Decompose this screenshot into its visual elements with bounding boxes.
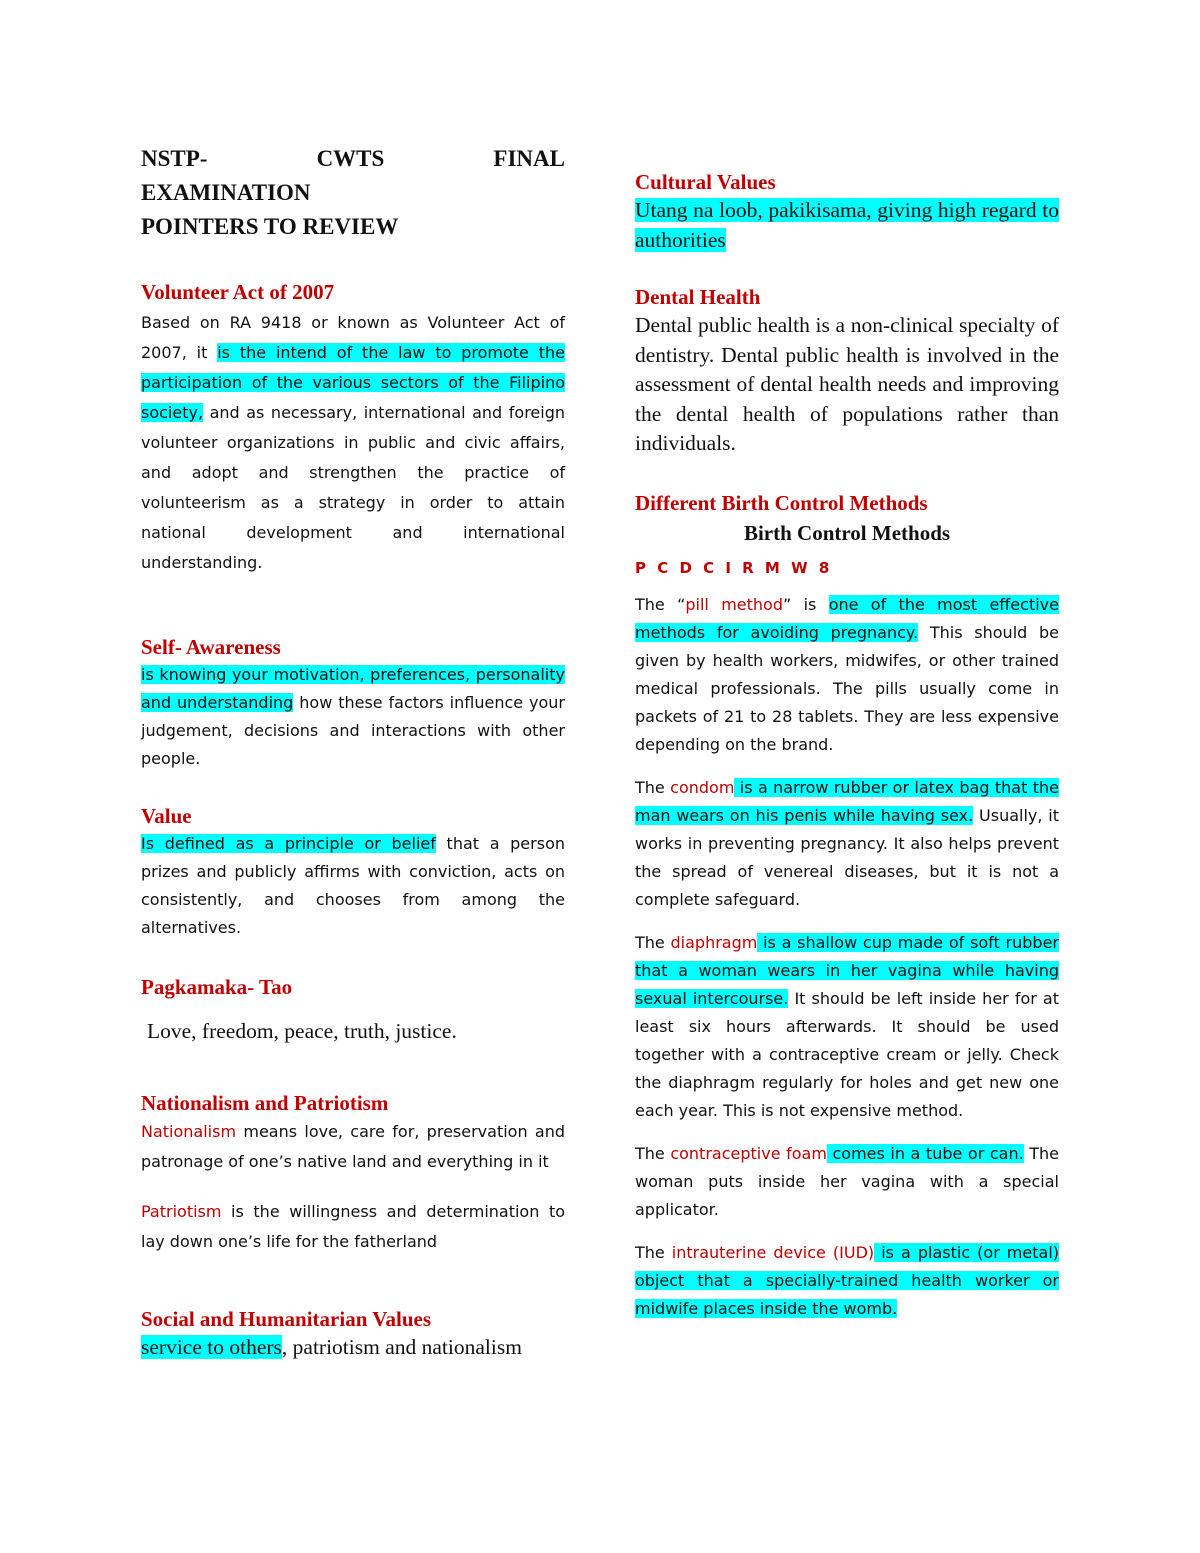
term-nationalism: Nationalism [141, 1121, 237, 1141]
term-pill-method: pill method [685, 594, 783, 614]
heading-cultural-values: Cultural Values [635, 170, 776, 194]
self-awareness-text: is knowing your motivation, preferences, personality and understanding how these factors influence your judgement, decisions and interactions with other people. [141, 665, 566, 768]
highlight-text: service to others [141, 1334, 282, 1359]
term-diaphragm: diaphragm [670, 932, 758, 952]
highlight-text: is knowing your motivation, preferences, personality and understanding [141, 665, 565, 712]
heading-pagkamaka-tao: Pagkamaka- Tao [141, 975, 293, 999]
social-humanitarian-text: service to others, patriotism and nationalism [141, 1334, 522, 1359]
highlight-text: is a plastic (or metal) object that a specially-trained health worker or midwife places inside the womb. [635, 1242, 1060, 1318]
title-line-pointers: POINTERS TO REVIEW [141, 214, 399, 239]
heading-birth-control: Different Birth Control Methods [635, 490, 928, 515]
term-iud: intrauterine device (IUD) [671, 1242, 875, 1262]
patriotism-text: Patriotism is the willingness and determination to lay down one’s life for the fatherland [141, 1201, 565, 1251]
pill-method-text: The “pill method” is one of the most effective methods for avoiding pregnancy. This should be given by health workers, midwifes, or other trained medical professionals. The pills usually come in packets of 21 to 28 tablets. They are less expensive depending on the brand. [635, 594, 1059, 754]
volunteer-act-text: Based on RA 9418 or known as Volunteer Act of 2007, it is the intend of the law to promote the participation of the various sectors of the Filipino society, and as necessary, international and foreign volunteer organizations in public and civic affairs, and adopt and strengthen the practice of volunteerism as a strategy in order to attain national development and international understanding. [141, 313, 565, 572]
term-contraceptive-foam: contraceptive foam [670, 1143, 827, 1163]
heading-volunteer-act: Volunteer Act of 2007 [141, 280, 335, 304]
highlight-text: comes in a tube or can. [826, 1143, 1024, 1163]
section-cultural-values [635, 168, 1059, 255]
title-word-cwts: CWTS [316, 146, 385, 171]
section-pagkamaka-tao [141, 973, 565, 1047]
heading-nationalism-patriotism: Nationalism and Patriotism [141, 1090, 389, 1115]
highlight-text: is a narrow rubber or latex bag that the man wears on his penis while having sex. [635, 777, 1059, 825]
birth-control-code: P C D C I R M W 8 [635, 558, 833, 577]
document-title [141, 142, 565, 244]
highlight-text: is the intend of the law to promote the participation of the various sectors of the Filipino society, [141, 343, 565, 422]
heading-dental-health: Dental Health [635, 285, 761, 309]
title-word-nstp: NSTP- [141, 146, 208, 171]
left-column [141, 142, 565, 1362]
cultural-values-text [635, 196, 1059, 255]
iud-text: The intrauterine device (IUD) is a plastic (or metal) object that a specially-trained health worker or midwife places inside the womb. [635, 1242, 1060, 1318]
heading-self-awareness: Self- Awareness [141, 635, 281, 659]
highlight-text: one of the most effective methods for avoiding pregnancy. [635, 594, 1059, 642]
condom-text: The condom is a narrow rubber or latex bag that the man wears on his penis while having sex. Usually, it works in preventing pregnancy. It also helps prevent the spread of venereal diseases, but it is not a complete safeguard. [635, 777, 1060, 909]
highlight-text: is a shallow cup made of soft rubber that a woman wears in her vagina while having sexual intercourse. [635, 932, 1059, 1008]
section-self-awareness [141, 633, 565, 773]
dental-health-text: Dental public health is a non-clinical specialty of dentistry. Dental public health is involved in the assessment of dental health needs and improving the dental health of populations rather than individuals. [635, 313, 1059, 455]
title-line-examination: EXAMINATION [141, 180, 311, 205]
contraceptive-foam-text: The contraceptive foam comes in a tube or can. The woman puts inside her vagina with a special applicator. [635, 1143, 1060, 1219]
highlight-text: Is defined as a principle or belief [141, 834, 436, 853]
section-dental-health [635, 283, 1059, 459]
value-text: Is defined as a principle or belief that a person prizes and publicly affirms with conviction, acts on consistently, and chooses from among the alternatives. [141, 834, 565, 937]
heading-social-humanitarian: Social and Humanitarian Values [141, 1306, 431, 1331]
diaphragm-text: The diaphragm is a shallow cup made of soft rubber that a woman wears in her vagina while having sexual intercourse. It should be left inside her for at least six hours afterwards. It should be used together with a contraceptive cream or jelly. Check the diaphragm regularly for holes and get new one each year. This is not expensive method. [635, 932, 1060, 1120]
section-volunteer-act [141, 278, 565, 578]
right-column [635, 168, 1059, 1323]
term-patriotism: Patriotism [141, 1201, 222, 1221]
title-word-final: FINAL [493, 146, 565, 171]
term-condom: condom [670, 777, 735, 797]
highlight-text: Utang na loob, pakikisama, giving high regard to authorities [635, 198, 1059, 252]
nationalism-text: Nationalism means love, care for, preservation and patronage of one’s native land and everything in it [141, 1121, 565, 1171]
section-nationalism-patriotism [141, 1089, 565, 1257]
heading-value: Value [141, 804, 192, 828]
section-birth-control [635, 489, 1059, 1323]
section-value [141, 802, 565, 942]
subheading-birth-control: Birth Control Methods [743, 520, 951, 545]
pagkamaka-tao-text: Love, freedom, peace, truth, justice. [147, 1019, 457, 1043]
section-social-humanitarian [141, 1305, 565, 1363]
